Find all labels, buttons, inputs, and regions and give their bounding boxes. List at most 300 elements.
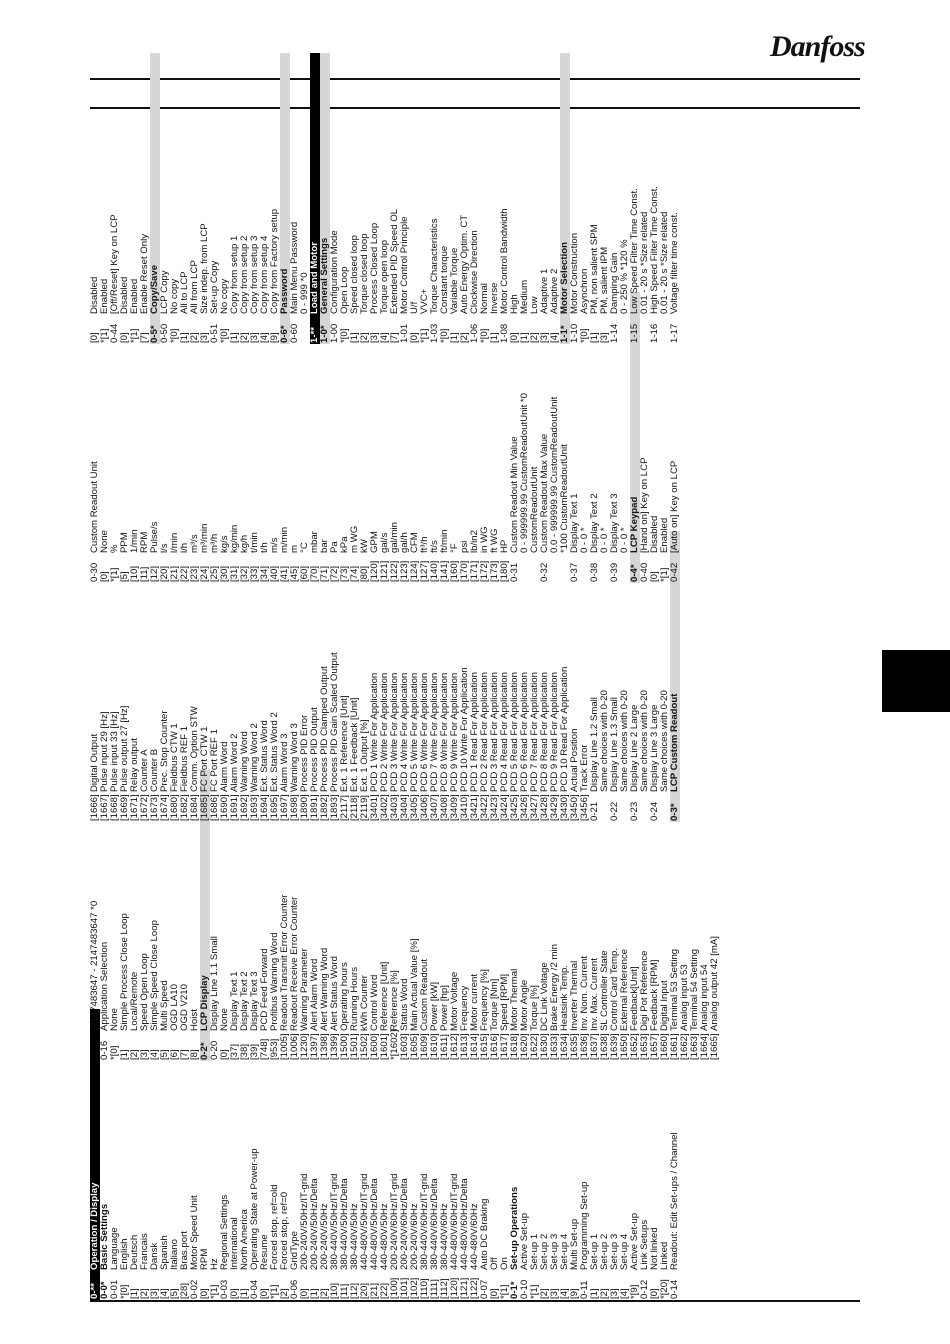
parameter-text: m	[289, 545, 300, 553]
parameter-row	[710, 770, 720, 1061]
parameter-text: Motor Thermal	[509, 968, 520, 1031]
parameter-text: Enabled	[659, 517, 670, 553]
parameter-text: Process PID Error	[299, 714, 310, 792]
parameter-code: 0-3*	[669, 803, 680, 821]
parameter-code: 1-0*	[319, 325, 330, 343]
parameter-code: [4]	[259, 332, 270, 343]
parameter-code: *[1]	[659, 567, 670, 582]
parameter-code: [8]	[189, 1049, 200, 1060]
parameter-text: Frequency [%]	[479, 969, 490, 1031]
parameter-code: [0]	[489, 1288, 500, 1299]
parameter-code: [41]	[279, 565, 290, 582]
parameter-code: [3427]	[529, 794, 540, 821]
parameter-code: [30]	[219, 565, 230, 582]
parameter-text: All from LCP	[189, 260, 200, 314]
parameter-code: 0-37	[569, 562, 580, 582]
parameter-text: Digi Pot Reference	[639, 950, 650, 1031]
parameter-text: Application Selection	[99, 941, 110, 1031]
parameter-code: [1]	[119, 1049, 130, 1060]
parameter-code: [12]	[149, 565, 160, 582]
parameter-text: SL Controller State	[599, 950, 610, 1031]
parameter-code: 0-07	[479, 1279, 490, 1299]
parameter-text: in WG	[479, 526, 490, 553]
parameter-code: [7]	[389, 332, 400, 343]
parameter-text: Linked	[659, 1241, 670, 1270]
parameter-code: [1673]	[149, 794, 160, 821]
parameter-text: Display Text 2	[589, 493, 600, 553]
parameter-code: [1682]	[179, 794, 190, 821]
parameter-text: 440-480V/60Hz/IT-grid	[449, 1173, 460, 1270]
parameter-text: HP	[499, 539, 510, 553]
parameter-text: Display Line 2 Large	[629, 704, 640, 792]
parameter-code: [124]	[409, 560, 420, 582]
parameter-code: 0-12	[639, 1279, 650, 1299]
parameter-text: 440-480V/60Hz/Delta	[459, 1178, 470, 1270]
parameter-text: Inverse	[489, 282, 500, 314]
parameter-text: l/h	[179, 542, 190, 553]
parameter-text: Regional Settings	[219, 1194, 230, 1270]
parameter-text: Torque open loop	[379, 239, 390, 314]
parameter-text: Motor Angle	[519, 979, 530, 1031]
parameter-code: [0]	[409, 332, 420, 343]
parameter-code: [1]	[129, 1288, 140, 1299]
parameter-code: [1672]	[139, 794, 150, 821]
parameter-code: *[1]	[99, 328, 110, 343]
parameter-code: [0]	[219, 1049, 230, 1060]
parameter-code: [101]	[399, 1277, 410, 1299]
parameter-code: *[9]	[629, 1284, 640, 1299]
parameter-text: 200-240V/60Hz/IT-grid	[389, 1173, 400, 1270]
parameter-code: [0]	[649, 571, 660, 582]
parameter-code: [121]	[379, 560, 390, 582]
parameter-code: 1-17	[669, 323, 680, 343]
parameter-text: Dansk	[149, 1242, 160, 1270]
parameter-text: PCD 6 Read For Application	[519, 672, 530, 792]
parameter-code: [160]	[449, 560, 460, 582]
parameter-text: t/h	[259, 542, 270, 553]
parameter-code: [7]	[139, 332, 150, 343]
parameter-text: International	[229, 1217, 240, 1270]
parameter-text: Counter A	[139, 749, 150, 792]
parameter-text: kg/h	[239, 534, 250, 553]
parameter-code: *[0]	[219, 328, 230, 343]
parameter-code: [173]	[489, 560, 500, 582]
parameter-text: Open Loop	[339, 266, 350, 314]
parameter-code: [10]	[329, 1282, 340, 1299]
parameter-text: Display Text 1	[229, 971, 240, 1031]
parameter-text: Feedback [RPM]	[649, 959, 660, 1031]
parameter-text: Bras.port	[179, 1231, 190, 1270]
parameter-code: [1660]	[659, 1033, 670, 1060]
parameter-code: [4]	[619, 1288, 630, 1299]
parameter-code: [120]	[369, 560, 380, 582]
parameter-text: Voltage filter time const.	[669, 212, 680, 314]
parameter-text: l/s	[159, 543, 170, 553]
parameter-text: LCP Custom Readout	[669, 693, 680, 792]
parameter-code: 0-20	[209, 1040, 220, 1060]
parameter-text: Torque [%]	[529, 985, 540, 1031]
parameter-code: [71]	[319, 565, 330, 582]
parameter-text: PCD 4 Write For Application	[399, 672, 410, 792]
parameter-text: Same choices with 0-20	[639, 690, 650, 792]
parameter-code: [80]	[359, 565, 370, 582]
parameter-text: Pulse input 33 [Hz]	[109, 711, 120, 792]
parameter-text: Display Text 3	[609, 493, 620, 553]
parameter-text: PCD 3 Read For Application	[489, 672, 500, 792]
parameter-code: [2]	[459, 332, 470, 343]
parameter-code: [3408]	[439, 794, 450, 821]
parameter-text: kPa	[339, 536, 350, 553]
parameter-text: Copy from setup 2	[239, 235, 250, 314]
parameter-text: Readout Transmit Error Counter	[279, 894, 290, 1031]
parameter-text: 0 - 999999.99 CustomReadoutUnit *0	[519, 393, 530, 553]
parameter-code: 0-60	[289, 323, 300, 343]
parameter-code: [1891]	[309, 794, 320, 821]
parameter-text: Asynchron	[579, 268, 590, 314]
parameter-code: [3426]	[519, 794, 530, 821]
parameter-code: [1]	[239, 1288, 250, 1299]
parameter-code: [4]	[559, 1288, 570, 1299]
parameter-text: External Reference	[619, 948, 630, 1031]
parameter-text: No copy	[219, 278, 230, 314]
parameter-code: 0-42	[669, 562, 680, 582]
parameter-text: Analog input 54	[699, 964, 710, 1031]
parameter-code: [1]	[229, 332, 240, 343]
parameter-code: [37]	[229, 1043, 240, 1060]
parameter-text: m/s	[269, 537, 280, 553]
parameter-text: Warning Word 2	[249, 723, 260, 792]
parameter-text: lb/in2	[469, 530, 480, 553]
parameter-code: [21]	[169, 565, 180, 582]
parameter-text: 200-240V/60Hz/Delta	[399, 1178, 410, 1270]
parameter-text: Main Actual Value [%]	[409, 938, 420, 1031]
parameter-code: 0-21	[589, 801, 600, 821]
parameter-text: Prec. Stop Counter	[159, 710, 170, 792]
parameter-text: PCD 1 Read For Application	[469, 672, 480, 792]
parameter-code: [0]	[509, 332, 520, 343]
parameter-text: Copy/Save	[149, 264, 160, 314]
parameter-text: Inv. Nom. Current	[579, 956, 590, 1031]
parameter-text: Same choices with 0-20	[659, 690, 670, 792]
parameter-code: [1610]	[429, 1033, 440, 1060]
parameter-code: [1636]	[579, 1033, 590, 1060]
parameter-text: Language	[109, 1227, 120, 1270]
parameter-code: [1663]	[689, 1033, 700, 1060]
parameter-text: Link Setups	[639, 1219, 650, 1270]
parameter-text: kg/min	[229, 524, 240, 553]
parameter-code: [1680]	[169, 794, 180, 821]
parameter-text: Reference [Unit]	[379, 961, 390, 1031]
parameter-row	[670, 53, 680, 344]
parameter-code: [1657]	[649, 1033, 660, 1060]
parameter-text: Motor Construction	[569, 232, 580, 314]
parameter-code: [111]	[429, 1279, 440, 1299]
parameter-code: 0-39	[609, 562, 620, 582]
parameter-code: [1006]	[289, 1033, 300, 1060]
parameter-text: Terminal 53 Setting	[669, 948, 680, 1031]
parameter-code: 0-32	[539, 562, 550, 582]
parameter-code: [3407]	[429, 794, 440, 821]
parameter-code: [1652]	[629, 1033, 640, 1060]
parameter-code: [1230]	[299, 1033, 310, 1060]
parameter-code: [11]	[139, 566, 150, 582]
parameter-code: 1-10	[569, 323, 580, 343]
parameter-code: [28]	[179, 1282, 190, 1299]
parameter-code: [0]	[649, 1288, 660, 1299]
parameter-code: [0]	[299, 1288, 310, 1299]
parameter-code: [0]	[199, 1288, 210, 1299]
parameter-text: Pa	[329, 541, 340, 553]
parameter-code: [45]	[289, 565, 300, 582]
parameter-code: [2]	[139, 1288, 150, 1299]
parameter-text: PCD 2 Write For Application	[379, 672, 390, 792]
parameter-code: [121]	[459, 1277, 470, 1299]
parameter-code: [1674]	[159, 794, 170, 821]
parameter-text: Ext. 1 Reference [Unit]	[339, 695, 350, 792]
parameter-code: [172]	[479, 560, 490, 582]
parameter-code: [3410]	[459, 794, 470, 821]
parameter-text: Damping Gain	[609, 252, 620, 314]
parameter-code: 0-02	[189, 1279, 200, 1299]
parameter-code: [3402]	[379, 794, 390, 821]
parameter-text: LCP Keypad	[629, 496, 640, 553]
parameter-code: [1]	[309, 1288, 320, 1299]
parameter-text: Power [hp]	[439, 985, 450, 1031]
parameter-code: [20]	[159, 565, 170, 582]
parameter-text: Display Line 1.1 Small	[209, 936, 220, 1031]
parameter-code: [1399]	[329, 1033, 340, 1060]
parameter-text: CFM	[409, 532, 420, 553]
parameter-code: [1618]	[509, 1033, 520, 1060]
parameter-column	[90, 53, 680, 344]
parameter-text: PCD 5 Read For Application	[509, 672, 520, 792]
parameter-text: ft WG	[489, 528, 500, 553]
parameter-code: 1-06	[469, 323, 480, 343]
parameter-row	[400, 53, 410, 344]
parameter-text: 200-240V/50Hz	[319, 1203, 330, 1270]
parameter-text: PM, non salient SPM	[589, 224, 600, 314]
parameter-code: [1664]	[699, 1033, 710, 1060]
parameter-code: [1634]	[559, 1033, 570, 1060]
parameter-code: *[1]	[209, 1284, 220, 1299]
parameter-code: [170]	[459, 560, 470, 582]
parameter-text: OGD V210	[179, 984, 190, 1031]
parameter-code: [3]	[139, 1049, 150, 1060]
parameter-text: PCD 8 Read For Application	[539, 672, 550, 792]
parameter-code: [9]	[269, 332, 280, 343]
parameter-code: [0]	[119, 332, 130, 343]
parameter-text: PCD 5 Write For Application	[409, 672, 420, 792]
parameter-code: *[1]	[529, 1284, 540, 1299]
parameter-code: [38]	[239, 1043, 250, 1060]
parameter-text: 0.0 - 999999.99 CustomReadoutUnit	[549, 396, 560, 553]
parameter-text: RPM	[139, 531, 150, 553]
parameter-text: Ext. 1 Feedback [Unit]	[349, 697, 360, 792]
parameter-code: [1616]	[489, 1033, 500, 1060]
parameter-code: [1692]	[239, 794, 250, 821]
parameter-code: [72]	[329, 565, 340, 582]
parameter-code: [122]	[389, 560, 400, 582]
parameter-code: [1686]	[209, 794, 220, 821]
parameter-text: Hz	[209, 1258, 220, 1270]
parameter-text: GridType	[289, 1231, 300, 1270]
parameter-text: Running Hours	[349, 967, 360, 1031]
parameter-text: English	[119, 1238, 130, 1270]
parameter-text: PCD 3 Write For Application	[389, 672, 400, 792]
parameter-text: PM, salient IPM	[599, 246, 610, 314]
parameter-text: Configuration Mode	[329, 230, 340, 314]
parameter-text: Ext. 1 Output [%]	[359, 719, 370, 792]
parameter-code: [3450]	[569, 794, 580, 821]
parameter-code: 1-16	[649, 323, 660, 343]
parameter-text: 380-440V/50Hz	[349, 1203, 360, 1270]
parameter-code: 0-03	[219, 1279, 230, 1299]
parameter-text: Hoist	[189, 1009, 200, 1031]
parameter-code: [3]	[249, 332, 260, 343]
parameter-code: [1613]	[459, 1033, 470, 1060]
parameter-text: Main Menu Password	[289, 221, 300, 314]
parameter-text: Speed closed loop	[349, 235, 360, 314]
parameter-text: -2147483647 - 2147483647 *0	[89, 900, 100, 1031]
parameter-text: Control Word	[369, 974, 380, 1031]
parameter-text: ft³/h	[419, 536, 430, 553]
parameter-code: 0-51	[209, 323, 220, 343]
parameter-text: VVC+	[419, 288, 430, 314]
parameter-text: Enable Reset Only	[139, 234, 150, 314]
parameter-code: [0]	[89, 332, 100, 343]
parameter-code: [3424]	[499, 794, 510, 821]
parameter-code: 1-01	[399, 323, 410, 343]
parameter-code: 1-**	[309, 327, 320, 343]
parameter-code: [6]	[169, 1049, 180, 1060]
parameter-code: [110]	[419, 1278, 430, 1299]
parameter-code: *[20]	[659, 1279, 670, 1299]
parameter-text: PCD 2 Read For Application	[479, 672, 490, 792]
parameter-text: Enabled	[99, 278, 110, 314]
parameter-code: [1]	[449, 332, 460, 343]
parameter-text: Set-up 1	[529, 1233, 540, 1270]
parameter-text: Relay output	[129, 738, 140, 792]
parameter-text: High Speed Filter Time Const.	[649, 186, 660, 314]
parameter-text: Disabled	[649, 515, 660, 553]
parameter-code: 0-31	[509, 562, 520, 582]
parameter-text: 200-240V/60Hz	[409, 1203, 420, 1270]
parameter-code: [1615]	[479, 1033, 490, 1060]
parameter-text: PCD 9 Write For Application	[449, 672, 460, 792]
parameter-code: [4]	[379, 332, 390, 343]
parameter-text: Not linked	[649, 1227, 660, 1270]
parameter-text: 380-440V/60Hz	[439, 1203, 450, 1270]
parameter-code: [3]	[599, 332, 610, 343]
parameter-code: [1893]	[329, 794, 340, 821]
parameter-text: Low Speed Filter Time Const.	[629, 188, 640, 314]
parameter-text: Forced stop, ref=old	[269, 1184, 280, 1270]
parameter-code: 0-23	[629, 801, 640, 821]
parameter-code: [180]	[499, 560, 510, 582]
parameter-text: 380-440V/50Hz/IT-grid	[329, 1173, 340, 1270]
parameter-code: [32]	[239, 565, 250, 582]
parameter-text: Set-up Operations	[509, 1186, 520, 1270]
parameter-code: [1397]	[309, 1033, 320, 1060]
parameter-code: [2]	[319, 1288, 330, 1299]
parameter-text: Motor Voltage	[449, 971, 460, 1031]
parameter-code: [1398]	[319, 1033, 330, 1060]
parameter-text: 0.01 - 20 s *Size related	[659, 211, 670, 314]
parameter-text: On	[499, 1257, 510, 1270]
parameter-text: Process PID Clamped Output	[319, 666, 330, 792]
parameter-code: [1690]	[219, 794, 230, 821]
parameter-text: Low	[529, 296, 540, 314]
parameter-code: 1-08	[499, 323, 510, 343]
parameter-text: Load and Motor	[309, 242, 320, 314]
parameter-code: [60]	[299, 565, 310, 582]
parameter-code: [3404]	[399, 794, 410, 821]
parameter-text: Extended PID Speed OL	[389, 208, 400, 314]
parameter-text: [Hand on] Key on LCP	[639, 457, 650, 553]
parameter-code: [39]	[249, 1043, 260, 1060]
parameter-text: Motor Control Bandwidth	[499, 208, 510, 314]
parameter-code: [1661]	[669, 1033, 680, 1060]
parameter-text: Size indep. from LCP	[199, 223, 210, 314]
parameter-code: [1622]	[529, 1033, 540, 1060]
parameter-code: [140]	[429, 560, 440, 582]
parameter-text: Process Closed Loop	[369, 222, 380, 314]
parameter-text: PCD Feed Forward	[259, 948, 270, 1031]
parameter-text: Ext. Status Word	[259, 720, 270, 792]
parameter-text: Pulse input 29 [Hz]	[99, 711, 110, 792]
parameter-code: [4]	[149, 1049, 160, 1060]
parameter-text: Disabled	[89, 276, 100, 314]
parameter-code: [31]	[229, 565, 240, 582]
parameter-code: 0-16	[99, 1040, 110, 1060]
parameter-text: [Off/Reset] Key on LCP	[109, 214, 120, 314]
parameter-text: Programming Set-up	[579, 1181, 590, 1270]
parameter-code: [3409]	[449, 794, 460, 821]
parameter-text: Custom Readout Max Value	[539, 433, 550, 553]
parameter-code: [1617]	[499, 1033, 510, 1060]
parameter-code: *[1]	[499, 1284, 510, 1299]
parameter-text: Motor Speed Unit	[189, 1195, 200, 1270]
parameter-text: None	[109, 1008, 120, 1031]
parameter-code: [748]	[259, 1038, 270, 1060]
parameter-text: l/min	[169, 532, 180, 553]
parameter-code: [1]	[519, 332, 530, 343]
parameter-text: °C	[299, 542, 310, 553]
parameter-code: [3]	[369, 332, 380, 343]
parameter-text: Copy from setup 4	[259, 235, 270, 314]
parameter-text: Auto DC Braking	[479, 1198, 490, 1270]
parameter-text: Comm. Option STW	[189, 706, 200, 792]
parameter-text: None	[219, 1008, 230, 1031]
parameter-code: 0-06	[289, 1279, 300, 1299]
parameter-text: PCD 10 Write For Application	[459, 667, 470, 792]
parameter-code: [1633]	[549, 1033, 560, 1060]
parameter-code: [22]	[179, 565, 190, 582]
parameter-text: Disabled	[119, 276, 130, 314]
parameter-code: [12]	[349, 1282, 360, 1299]
parameter-code: 0-6*	[279, 325, 290, 343]
parameter-text: Warning Word 3	[289, 723, 300, 792]
parameter-text: Torque Characteristics	[429, 218, 440, 314]
parameter-code: [3405]	[409, 794, 420, 821]
parameter-code: *[0]	[119, 1284, 130, 1299]
parameter-code: [70]	[309, 565, 320, 582]
parameter-text: Forced stop, ref=0	[279, 1191, 290, 1270]
parameter-text: Reference [%]	[389, 970, 400, 1031]
parameter-text: Digital Input	[659, 980, 670, 1031]
parameter-code: 1-03	[429, 323, 440, 343]
parameter-text: Inv. Max. Current	[589, 958, 600, 1031]
